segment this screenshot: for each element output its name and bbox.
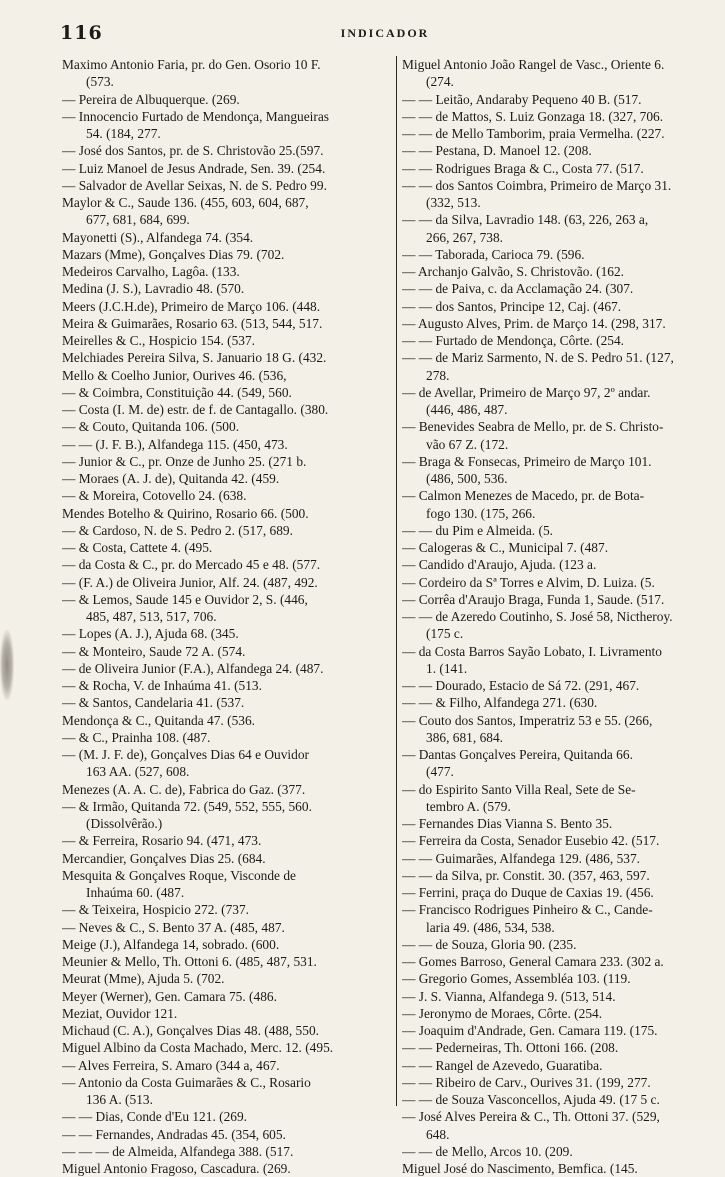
directory-entry-line: — — Guimarães, Alfandega 129. (486, 537.	[402, 850, 641, 866]
directory-entry-line: (274.	[426, 74, 454, 90]
directory-entry-line: — & Cardoso, N. de S. Pedro 2. (517, 689.	[62, 522, 293, 538]
directory-entry-line: — Archanjo Galvão, S. Christovão. (162.	[402, 264, 625, 279]
directory-entry-line: — Antonio da Costa Guimarães & C., Rosario	[62, 1074, 311, 1090]
directory-entry-line: — — & Filho, Alfandega 271. (630.	[402, 695, 598, 711]
directory-entry-line: — Candido d'Araujo, Ajuda. (123 a.	[402, 557, 597, 573]
directory-entry-line: Mazars (Mme), Gonçalves Dias 79. (702.	[62, 246, 285, 262]
directory-entry-line: (446, 486, 487.	[426, 402, 508, 417]
directory-entry-line: — & Couto, Quitanda 106. (500.	[62, 419, 240, 435]
directory-entry-line: — Jeronymo de Moraes, Côrte. (254.	[402, 1005, 603, 1021]
directory-entry-line: — — Rodrigues Braga & C., Costa 77. (517.	[402, 160, 644, 176]
directory-entry-line: — Pereira de Albuquerque. (269.	[62, 91, 240, 107]
directory-entry-line: — Alves Ferreira, S. Amaro (344 a, 467.	[62, 1057, 280, 1073]
directory-entry-line: Meurat (Mme), Ajuda 5. (702.	[62, 971, 225, 987]
directory-entry-line: fogo 130. (175, 266.	[426, 505, 536, 521]
directory-entry-line: — — de Mariz Sarmento, N. de S. Pedro 51. (127,	[402, 350, 674, 366]
directory-entry-line: — do Espirito Santo Villa Real, Sete de Se-	[402, 781, 636, 797]
directory-entry-line: — — Pestana, D. Manoel 12. (208.	[402, 143, 592, 159]
directory-entry-line: — Moraes (A. J. de), Quitanda 42. (459.	[62, 471, 280, 486]
directory-entry-line: — Dantas Gonçalves Pereira, Quitanda 66.	[402, 747, 633, 762]
directory-entry-line: Inhaúma 60. (487.	[86, 885, 185, 900]
directory-entry-line: (175 c.	[426, 626, 464, 642]
directory-entry-line: Mesquita & Gonçalves Roque, Visconde de	[62, 867, 296, 883]
directory-entry-line: (573.	[86, 74, 114, 90]
directory-entry-line: — & Santos, Candelaria 41. (537.	[62, 695, 245, 711]
directory-entry-line: 54. (184, 277.	[86, 126, 161, 141]
directory-entry-line: — Calogeras & C., Municipal 7. (487.	[402, 540, 609, 555]
directory-entry-line: Miguel Antonio João Rangel de Vasc., Oriente 6.	[402, 57, 665, 72]
directory-entry-line: — & Monteiro, Saude 72 A. (574.	[62, 643, 246, 659]
directory-entry-line: — Fernandes Dias Vianna S. Bento 35.	[402, 816, 613, 831]
directory-entry-line: — — de Souza, Gloria 90. (235.	[402, 936, 577, 952]
running-head: INDICADOR	[340, 26, 430, 40]
directory-entry-line: — Benevides Seabra de Mello, pr. de S. Christo-	[402, 419, 664, 435]
right-column	[402, 56, 711, 1177]
page-header	[60, 22, 710, 46]
directory-entry-line: Menezes (A. A. C. de), Fabrica do Gaz. (377.	[62, 781, 306, 797]
directory-entry-line: Maximo Antonio Faria, pr. do Gen. Osorio 10 F.	[62, 57, 321, 72]
directory-entry-line: Melchiades Pereira Silva, S. Januario 18 G. (432.	[62, 350, 327, 366]
directory-entry-line: Meers (J.C.H.de), Primeiro de Março 106. (448.	[62, 298, 321, 314]
directory-entry-line: — Joaquim d'Andrade, Gen. Camara 119. (175.	[402, 1023, 658, 1038]
directory-entry-line: — — de Mello Tamborim, praia Vermelha. (227.	[402, 126, 665, 141]
directory-entry-line: Meunier & Mello, Th. Ottoni 6. (485, 487, 531.	[62, 954, 317, 969]
directory-entry-line: — — Dias, Conde d'Eu 121. (269.	[62, 1109, 248, 1125]
directory-entry-line: 677, 681, 684, 699.	[86, 212, 190, 228]
directory-entry-line: — — Rangel de Azevedo, Guaratiba.	[402, 1057, 603, 1073]
directory-entry-line: — Augusto Alves, Prim. de Março 14. (298, 317.	[402, 315, 666, 331]
directory-entry-line: 1. (141.	[426, 660, 468, 676]
column-divider	[396, 56, 397, 1106]
directory-entry-line: — José dos Santos, pr. de S. Christovão 25.(597.	[62, 143, 324, 159]
directory-entry-line: — — Taborada, Carioca 79. (596.	[402, 246, 585, 262]
directory-entry-line: — J. S. Vianna, Alfandega 9. (513, 514.	[402, 988, 616, 1004]
directory-entry-line: — Costa (I. M. de) estr. de f. de Cantagallo. (380.	[62, 402, 329, 417]
directory-entry-line: Miguel Antonio Fragoso, Cascadura. (269.	[62, 1161, 291, 1176]
page-number: 116	[60, 22, 103, 44]
directory-entry-line: — Neves & C., S. Bento 37 A. (485, 487.	[62, 919, 285, 935]
directory-entry-line: Mercandier, Gonçalves Dias 25. (684.	[62, 850, 266, 866]
directory-entry-line: — Couto dos Santos, Imperatriz 53 e 55. (266,	[402, 712, 653, 728]
directory-entry-line: — & Irmão, Quitanda 72. (549, 552, 555, 560.	[62, 798, 312, 814]
margin-ink-stain	[0, 630, 14, 700]
directory-entry-line: — Gomes Barroso, General Camara 233. (302 a.	[402, 954, 664, 969]
directory-entry-line: — & Rocha, V. de Inhaúma 41. (513.	[62, 678, 262, 693]
directory-entry-line: — & Coimbra, Constituição 44. (549, 560.	[62, 384, 292, 400]
directory-entry-line: — Francisco Rodrigues Pinheiro & C., Cande-	[402, 902, 653, 918]
directory-entry-line: 278.	[426, 367, 450, 383]
directory-entry-line: — de Oliveira Junior (F.A.), Alfandega 24. (487.	[62, 660, 324, 676]
directory-entry-line: — — de Paiva, c. da Acclamação 24. (307.	[402, 281, 634, 297]
directory-entry-line: (332, 513.	[426, 195, 481, 210]
directory-entry-line: — & Teixeira, Hospicio 272. (737.	[62, 902, 249, 918]
directory-entry-line: — de Avellar, Primeiro de Março 97, 2º andar.	[402, 384, 651, 400]
directory-entry-line: 485, 487, 513, 517, 706.	[86, 609, 217, 624]
directory-entry-line: — Luiz Manoel de Jesus Andrade, Sen. 39. (254.	[62, 160, 326, 176]
directory-entry-line: Meziat, Ouvidor 121.	[62, 1005, 178, 1021]
directory-entry-line: — & Ferreira, Rosario 94. (471, 473.	[62, 833, 262, 849]
directory-entry-line: — & Lemos, Saude 145 e Ouvidor 2, S. (446,	[62, 591, 308, 607]
directory-entry-line: — — (J. F. B.), Alfandega 115. (450, 473.	[62, 436, 288, 452]
directory-entry-line: — Junior & C., pr. Onze de Junho 25. (271 b.	[62, 453, 307, 469]
directory-entry-line: — da Costa & C., pr. do Mercado 45 e 48. (577.	[62, 557, 321, 573]
directory-entry-line: — — da Silva, pr. Constit. 30. (357, 463, 597.	[402, 867, 650, 883]
directory-entry-line: — Ferreira da Costa, Senador Eusebio 42. (517.	[402, 833, 660, 849]
directory-entry-line: — — Furtado de Mendonça, Côrte. (254.	[402, 333, 625, 348]
directory-entry-line: Mayonetti (S)., Alfandega 74. (354.	[62, 229, 254, 245]
directory-entry-line: Miguel José do Nascimento, Bemfica. (145.	[402, 1161, 638, 1176]
directory-entry-line: (486, 500, 536.	[426, 471, 508, 486]
directory-entry-line: tembro A. (579.	[426, 798, 511, 814]
directory-entry-line: — — dos Santos Coimbra, Primeiro de Março 31.	[402, 177, 672, 193]
directory-entry-line: — — de Souza Vasconcellos, Ajuda 49. (17 5 c.	[402, 1092, 660, 1107]
directory-entry-line: — & Costa, Cattete 4. (495.	[62, 540, 213, 555]
directory-entry-line: — (M. J. F. de), Gonçalves Dias 64 e Ouvidor	[62, 747, 309, 762]
directory-entry-line: 266, 267, 738.	[426, 229, 503, 245]
directory-entry-line: Mendes Botelho & Quirino, Rosario 66. (500.	[62, 505, 309, 521]
directory-entry-line: laria 49. (486, 534, 538.	[426, 919, 555, 935]
directory-entry-line: Mello & Coelho Junior, Ourives 46. (536,	[62, 367, 287, 383]
directory-entry-line: — da Costa Barros Sayão Lobato, I. Livramento	[402, 643, 662, 659]
directory-entry-line: — Gregorio Gomes, Assembléa 103. (119.	[402, 971, 631, 987]
directory-entry-line: 648.	[426, 1126, 450, 1142]
directory-entry-line: Meige (J.), Alfandega 14, sobrado. (600.	[62, 936, 280, 952]
directory-entry-line: 163 AA. (527, 608.	[86, 764, 190, 780]
directory-entry-line: — & C., Prainha 108. (487.	[62, 729, 211, 745]
directory-entry-line: (Dissolvêrão.)	[86, 816, 163, 831]
directory-entry-line: — & Moreira, Cotovello 24. (638.	[62, 488, 247, 504]
directory-entry-line: — José Alves Pereira & C., Th. Ottoni 37. (529,	[402, 1109, 660, 1125]
directory-entry-line: — — Pederneiras, Th. Ottoni 166. (208.	[402, 1040, 619, 1056]
directory-entry-line: Medeiros Carvalho, Lagôa. (133.	[62, 264, 240, 279]
directory-entry-line: — (F. A.) de Oliveira Junior, Alf. 24. (487, 492.	[62, 574, 318, 590]
directory-entry-line: vão 67 Z. (172.	[426, 436, 509, 452]
directory-entry-line: — — du Pim e Almeida. (5.	[402, 522, 554, 538]
directory-entry-line: — — Dourado, Estacio de Sá 72. (291, 467.	[402, 678, 640, 693]
directory-entry-line: — Corrêa d'Araujo Braga, Funda 1, Saude. (517.	[402, 591, 665, 607]
directory-entry-line: Medina (J. S.), Lavradio 48. (570.	[62, 281, 245, 297]
directory-entry-line: Meirelles & C., Hospicio 154. (537.	[62, 333, 256, 348]
directory-entry-line: Mendonça & C., Quitanda 47. (536.	[62, 712, 256, 728]
directory-entry-line: — — Ribeiro de Carv., Ourives 31. (199, 277.	[402, 1074, 651, 1090]
directory-entry-line: — Innocencio Furtado de Mendonça, Mangueiras	[62, 108, 329, 124]
directory-entry-line: — — de Azeredo Coutinho, S. José 58, Nictheroy.	[402, 609, 673, 624]
directory-entry-line: — — de Mattos, S. Luiz Gonzaga 18. (327, 706.	[402, 108, 664, 124]
directory-entry-line: — — de Mello, Arcos 10. (209.	[402, 1143, 573, 1159]
directory-entry-line: — — Leitão, Andaraby Pequeno 40 B. (517.	[402, 91, 642, 107]
directory-entry-line: Meira & Guimarães, Rosario 63. (513, 544, 517.	[62, 315, 323, 331]
directory-entry-line: — — da Silva, Lavradio 148. (63, 226, 263 a,	[402, 212, 649, 228]
left-column	[62, 56, 393, 1177]
directory-entry-line: 386, 681, 684.	[426, 729, 503, 745]
directory-entry-line: Maylor & C., Saude 136. (455, 603, 604, 687,	[62, 195, 309, 210]
directory-entry-line: 136 A. (513.	[86, 1092, 153, 1107]
directory-entry-line: — — — de Almeida, Alfandega 388. (517.	[62, 1143, 294, 1159]
directory-entry-line: Meyer (Werner), Gen. Camara 75. (486.	[62, 988, 277, 1004]
directory-entry-line: — Calmon Menezes de Macedo, pr. de Bota-	[402, 488, 645, 504]
directory-entry-line: — — dos Santos, Principe 12, Caj. (467.	[402, 298, 622, 314]
directory-entry-line: — Salvador de Avellar Seixas, N. de S. Pedro 99.	[62, 177, 327, 193]
directory-entry-line: — — Fernandes, Andradas 45. (354, 605.	[62, 1126, 286, 1142]
directory-entry-line: (477.	[426, 764, 454, 780]
directory-entry-line: Michaud (C. A.), Gonçalves Dias 48. (488, 550.	[62, 1023, 319, 1038]
directory-entry-line: — Cordeiro da Sª Torres e Alvim, D. Luiza. (5.	[402, 574, 655, 590]
directory-entry-line: — Braga & Fonsecas, Primeiro de Março 101.	[402, 453, 652, 469]
directory-entry-line: Miguel Albino da Costa Machado, Merc. 12. (495.	[62, 1040, 334, 1056]
directory-entry-line: — Ferrini, praça do Duque de Caxias 19. (456.	[402, 885, 654, 900]
directory-entry-line: — Lopes (A. J.), Ajuda 68. (345.	[62, 626, 239, 642]
